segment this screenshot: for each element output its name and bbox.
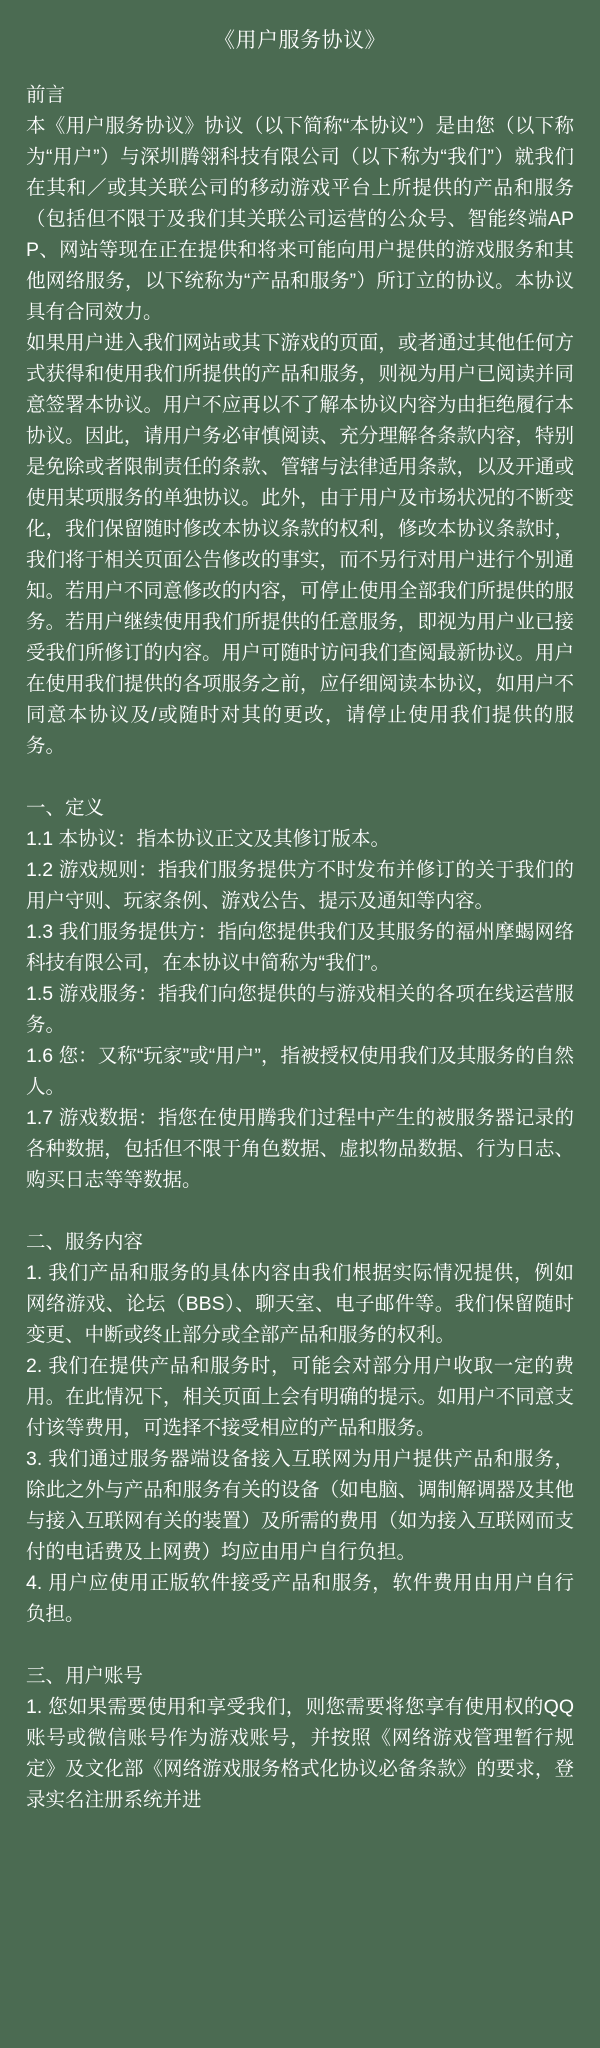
section-gap [26, 1196, 574, 1227]
paragraph: 4. 用户应使用正版软件接受产品和服务，软件费用由用户自行负担。 [26, 1572, 574, 1625]
section-heading-preface: 前言 [26, 84, 66, 106]
paragraph: 1.7 游戏数据：指您在使用腾我们过程中产生的被服务器记录的各种数据，包括但不限于角色数据、虚拟物品数据、行为日志、购买日志等等数据。 [26, 1107, 574, 1191]
paragraph: 1.2 游戏规则：指我们服务提供方不时发布并修订的关于我们的用户守则、玩家条例、游戏公告、提示及通知等内容。 [26, 859, 574, 912]
agreement-body [26, 80, 574, 1816]
paragraph: 如果用户进入我们网站或其下游戏的页面，或者通过其他任何方式获得和使用我们所提供的产品和服务，则视为用户已阅读并同意签署本协议。用户不应再以不了解本协议内容为由拒绝履行本协议。因此，请用户务必审慎阅读、充分理解各条款内容，特别是免除或者限制责任的条款、管辖与法律适用条款，以及开通或使用某项服务的单独协议。此外，由于用户及市场状况的不断变化，我们保留随时修改本协议条款的权利，修改本协议条款时，我们将于相关页面公告修改的事实，而不另行对用户进行个别通知。若用户不同意修改的内容，可停止使用全部我们所提供的服务。若用户继续使用我们所提供的任意服务，即视为用户业已接受我们所修订的内容。用户可随时访问我们查阅最新协议。用户在使用我们提供的各项服务之前，应仔细阅读本协议，如用户不同意本协议及/或随时对其的更改，请停止使用我们提供的服务。 [26, 332, 574, 757]
paragraph: 2. 我们在提供产品和服务时，可能会对部分用户收取一定的费用。在此情况下，相关页面上会有明确的提示。如用户不同意支付该等费用，可选择不接受相应的产品和服务。 [26, 1355, 574, 1439]
paragraph: 1.1 本协议：指本协议正文及其修订版本。 [26, 828, 391, 850]
section-gap [26, 1630, 574, 1661]
paragraph: 1. 我们产品和服务的具体内容由我们根据实际情况提供，例如网络游戏、论坛（BBS）、聊天室、电子邮件等。我们保留随时变更、中断或终止部分或全部产品和服务的权利。 [26, 1262, 574, 1346]
paragraph: 3. 我们通过服务器端设备接入互联网为用户提供产品和服务，除此之外与产品和服务有关的设备（如电脑、调制解调器及其他与接入互联网有关的装置）及所需的费用（如为接入互联网而支付的电话费及上网费）均应由用户自行负担。 [26, 1448, 574, 1563]
paragraph: 1.6 您：又称“玩家”或“用户”，指被授权使用我们及其服务的自然人。 [26, 1045, 574, 1098]
paragraph: 本《用户服务协议》协议（以下简称“本协议”）是由您（以下称为“用户”）与深圳腾翎科技有限公司（以下称为“我们”）就我们在其和／或其关联公司的移动游戏平台上所提供的产品和服务（包括但不限于及我们其关联公司运营的公众号、智能终端APP、网站等现在正在提供和将来可能向用户提供的游戏服务和其他网络服务，以下统称为“产品和服务”）所订立的协议。本协议具有合同效力。 [26, 115, 574, 323]
paragraph: 1.3 我们服务提供方：指向您提供我们及其服务的福州摩蝎网络科技有限公司，在本协议中简称为“我们”。 [26, 921, 574, 974]
paragraph: 1. 您如果需要使用和享受我们，则您需要将您享有使用权的QQ账号或微信账号作为游戏账号，并按照《网络游戏管理暂行规定》及文化部《网络游戏服务格式化协议必备条款》的要求，登录实名注册系统并进 [26, 1696, 574, 1811]
section-heading-definitions: 一、定义 [26, 797, 105, 819]
section-heading-user-account: 三、用户账号 [26, 1665, 144, 1687]
section-gap [26, 762, 574, 793]
section-heading-service-content: 二、服务内容 [26, 1231, 144, 1253]
paragraph: 1.5 游戏服务：指我们向您提供的与游戏相关的各项在线运营服务。 [26, 983, 574, 1036]
page-title: 《用户服务协议》 [214, 29, 386, 52]
